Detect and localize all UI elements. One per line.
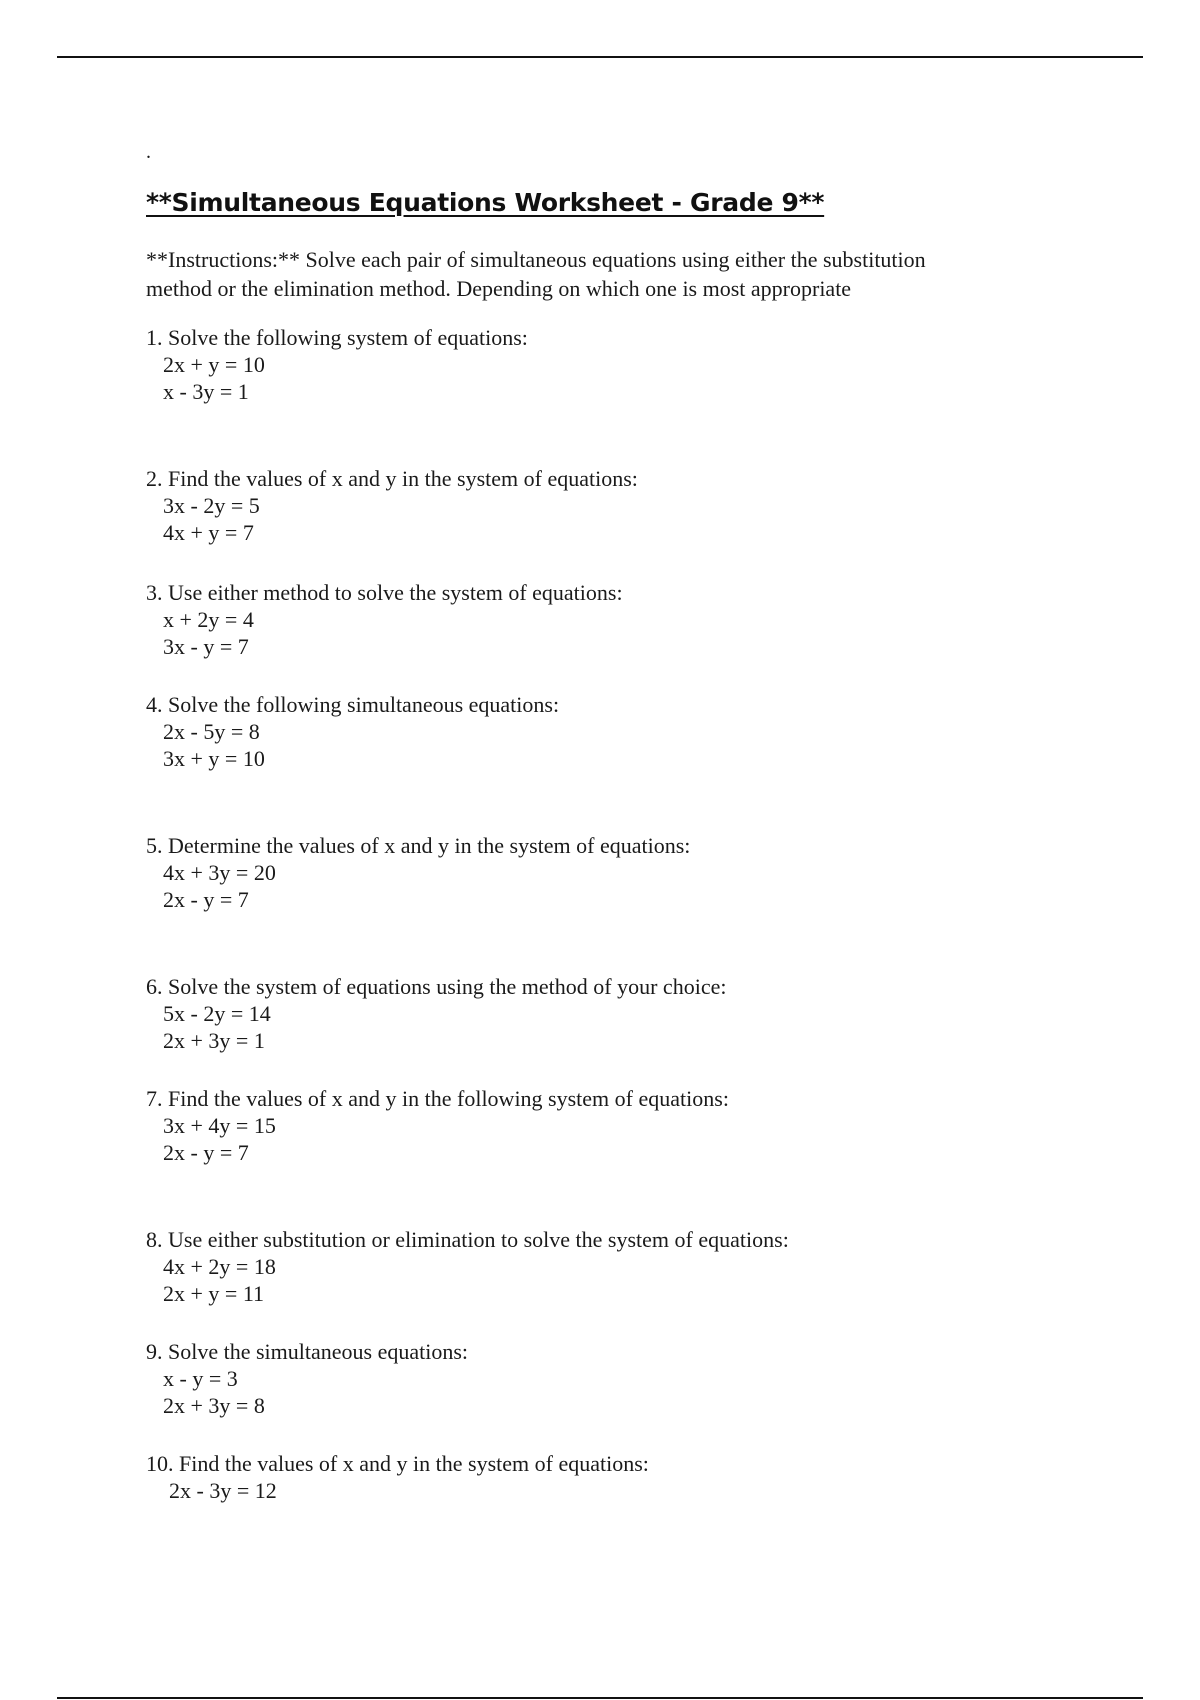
page-title: **Simultaneous Equations Worksheet - Grade 9**: [146, 188, 825, 217]
question-prompt: 1. Solve the following system of equations:: [146, 325, 528, 350]
question-4: [146, 691, 1046, 772]
equation: 3x - 2y = 5: [163, 493, 260, 518]
instructions-line: method or the elimination method. Depending on which one is most appropriate: [146, 276, 852, 301]
equation: 2x + 3y = 1: [163, 1028, 265, 1053]
question-7: [146, 1085, 1046, 1166]
page-marker: .: [146, 141, 151, 163]
equation: 2x + 3y = 8: [163, 1393, 265, 1418]
question-3: [146, 579, 1046, 660]
question-prompt: 6. Solve the system of equations using the method of your choice:: [146, 974, 727, 999]
question-8: [146, 1226, 1046, 1307]
question-prompt: 4. Solve the following simultaneous equations:: [146, 692, 560, 717]
question-10: [146, 1450, 1046, 1504]
equation: 2x - 3y = 12: [169, 1478, 277, 1503]
instructions-line: **Instructions:** Solve each pair of simultaneous equations using either the substitution: [146, 247, 926, 272]
instructions: [146, 245, 1046, 303]
question-prompt: 5. Determine the values of x and y in the system of equations:: [146, 833, 691, 858]
question-prompt: 9. Solve the simultaneous equations:: [146, 1339, 469, 1364]
question-prompt: 7. Find the values of x and y in the following system of equations:: [146, 1086, 729, 1111]
question-prompt: 3. Use either method to solve the system of equations:: [146, 580, 623, 605]
equation: 2x + y = 10: [163, 352, 265, 377]
question-5: [146, 832, 1046, 913]
question-9: [146, 1338, 1046, 1419]
equation: 3x - y = 7: [163, 634, 249, 659]
equation: 3x + 4y = 15: [163, 1113, 276, 1138]
equation: 2x - y = 7: [163, 887, 249, 912]
question-2: [146, 465, 1046, 546]
equation: 2x + y = 11: [163, 1281, 264, 1306]
question-prompt: 10. Find the values of x and y in the system of equations:: [146, 1451, 649, 1476]
question-prompt: 2. Find the values of x and y in the system of equations:: [146, 466, 638, 491]
equation: x - y = 3: [163, 1366, 238, 1391]
worksheet-content: [146, 140, 1046, 1504]
equation: x + 2y = 4: [163, 607, 254, 632]
top-rule: [57, 56, 1143, 58]
question-1: [146, 324, 1046, 405]
equation: 2x - y = 7: [163, 1140, 249, 1165]
question-6: [146, 973, 1046, 1054]
equation: 3x + y = 10: [163, 746, 265, 771]
question-prompt: 8. Use either substitution or elimination to solve the system of equations:: [146, 1227, 789, 1252]
equation: 5x - 2y = 14: [163, 1001, 271, 1026]
equation: x - 3y = 1: [163, 379, 249, 404]
bottom-rule: [57, 1697, 1143, 1699]
equation: 4x + y = 7: [163, 520, 254, 545]
equation: 4x + 2y = 18: [163, 1254, 276, 1279]
equation: 2x - 5y = 8: [163, 719, 260, 744]
equation: 4x + 3y = 20: [163, 860, 276, 885]
